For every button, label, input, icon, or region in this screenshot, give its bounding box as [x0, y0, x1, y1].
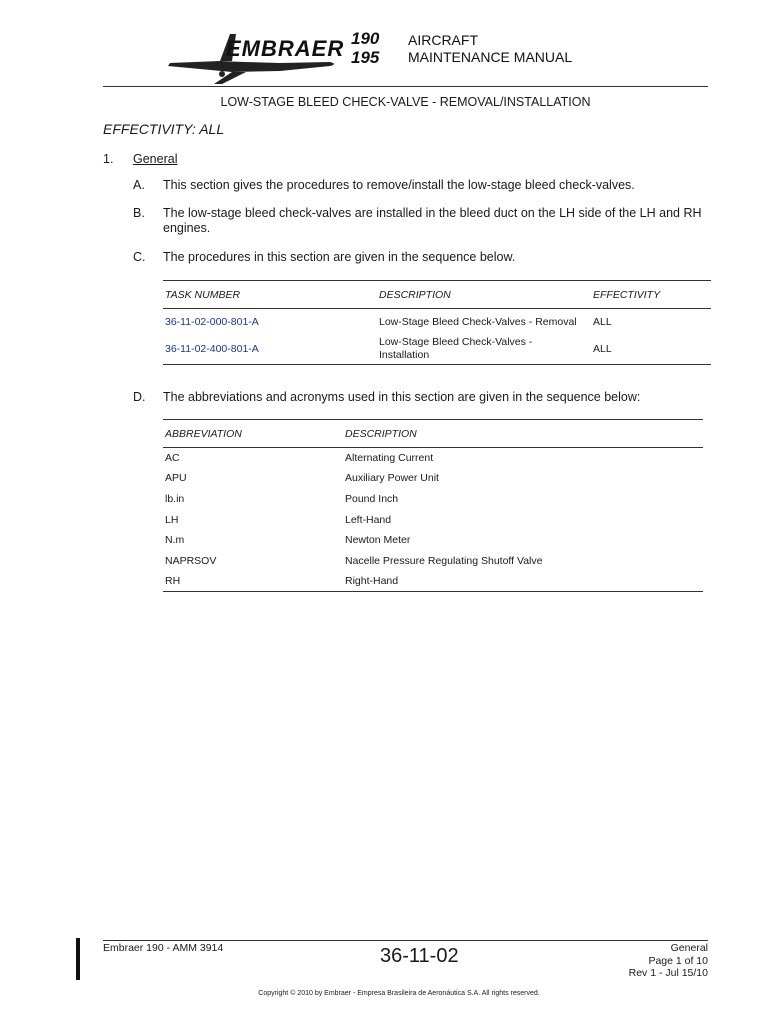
abbreviation: LH: [165, 513, 179, 526]
task-table-header-row: [163, 281, 711, 309]
abbreviation-table-header-row: [163, 420, 703, 448]
brand-wordmark: EMBRAER: [226, 36, 345, 61]
abbreviation: NAPRSOV: [165, 554, 217, 567]
table-row: [163, 309, 711, 335]
footer-section-name: General: [670, 942, 708, 954]
footer-manual-id: Embraer 190 - AMM 3914: [103, 942, 224, 954]
abbreviation: APU: [165, 472, 187, 485]
section-number: 1.: [103, 152, 114, 166]
item-letter-d: D.: [133, 390, 146, 404]
header-task-number: TASK NUMBER: [165, 288, 241, 301]
model-number-190: 190: [351, 29, 380, 48]
item-letter-b: B.: [133, 206, 145, 220]
document-title: LOW-STAGE BLEED CHECK-VALVE - REMOVAL/INSTALLATION: [220, 95, 591, 109]
task-link[interactable]: 36-11-02-400-801-A: [165, 343, 259, 356]
item-text-b: The low-stage bleed check-valves are installed in the bleed duct on the LH side of the LH and RH engines.: [163, 206, 702, 235]
section-title: General: [133, 152, 178, 166]
manual-title-line-1: AIRCRAFT: [408, 32, 478, 48]
abbreviation-description: Newton Meter: [345, 534, 411, 547]
table-row: [163, 571, 703, 592]
abbreviation: lb.in: [165, 492, 185, 505]
task-effectivity: ALL: [593, 343, 612, 356]
abbreviation-description: Nacelle Pressure Regulating Shutoff Valve: [345, 554, 543, 567]
abbreviation: RH: [165, 575, 181, 588]
abbreviation-table: [163, 419, 703, 592]
model-number-195: 195: [351, 48, 380, 67]
item-text-d: The abbreviations and acronyms used in this section are given in the sequence below:: [163, 390, 641, 404]
manual-title-line-2: MAINTENANCE MANUAL: [408, 49, 573, 65]
item-letter-a: A.: [133, 178, 145, 192]
table-row: [163, 335, 711, 365]
footer-revision: Rev 1 - Jul 15/10: [628, 967, 708, 979]
effectivity-label: EFFECTIVITY: ALL: [103, 121, 225, 137]
task-description: Low-Stage Bleed Check-Valves - Installation: [379, 336, 533, 362]
header-divider: [103, 86, 708, 87]
copyright-notice: Copyright © 2010 by Embraer - Empresa Brasileira de Aeronáutica S.A. All rights reserved.: [258, 990, 540, 997]
abbreviation-description: Pound Inch: [345, 492, 399, 505]
table-row: [163, 489, 703, 510]
abbreviation: AC: [165, 452, 180, 465]
task-effectivity: ALL: [593, 315, 612, 328]
footer-divider: [103, 940, 708, 941]
revision-change-bar: [76, 938, 80, 980]
footer-chapter-number: 36-11-02: [380, 945, 459, 967]
table-row: [163, 550, 703, 571]
header-abbr-description: DESCRIPTION: [345, 427, 417, 440]
header-abbreviation: ABBREVIATION: [165, 427, 242, 440]
abbreviation-description: Right-Hand: [345, 575, 399, 588]
abbreviation-description: Auxiliary Power Unit: [345, 472, 439, 485]
header-effectivity: EFFECTIVITY: [593, 288, 661, 301]
footer-page-number: Page 1 of 10: [648, 955, 708, 967]
task-link[interactable]: 36-11-02-000-801-A: [165, 315, 259, 328]
abbreviation-description: Alternating Current: [345, 452, 434, 465]
abbreviation: N.m: [165, 534, 185, 547]
item-text-a: This section gives the procedures to remove/install the low-stage bleed check-valves.: [163, 178, 635, 192]
item-letter-c: C.: [133, 250, 146, 264]
abbreviation-description: Left-Hand: [345, 513, 392, 526]
item-text-c: The procedures in this section are given in the sequence below.: [163, 250, 516, 264]
table-row: [163, 468, 703, 489]
table-row: [163, 509, 703, 530]
table-row: [163, 448, 703, 469]
table-row: [163, 530, 703, 551]
task-table: [163, 280, 711, 365]
header-description: DESCRIPTION: [379, 288, 451, 301]
task-description: Low-Stage Bleed Check-Valves - Removal: [379, 315, 577, 328]
